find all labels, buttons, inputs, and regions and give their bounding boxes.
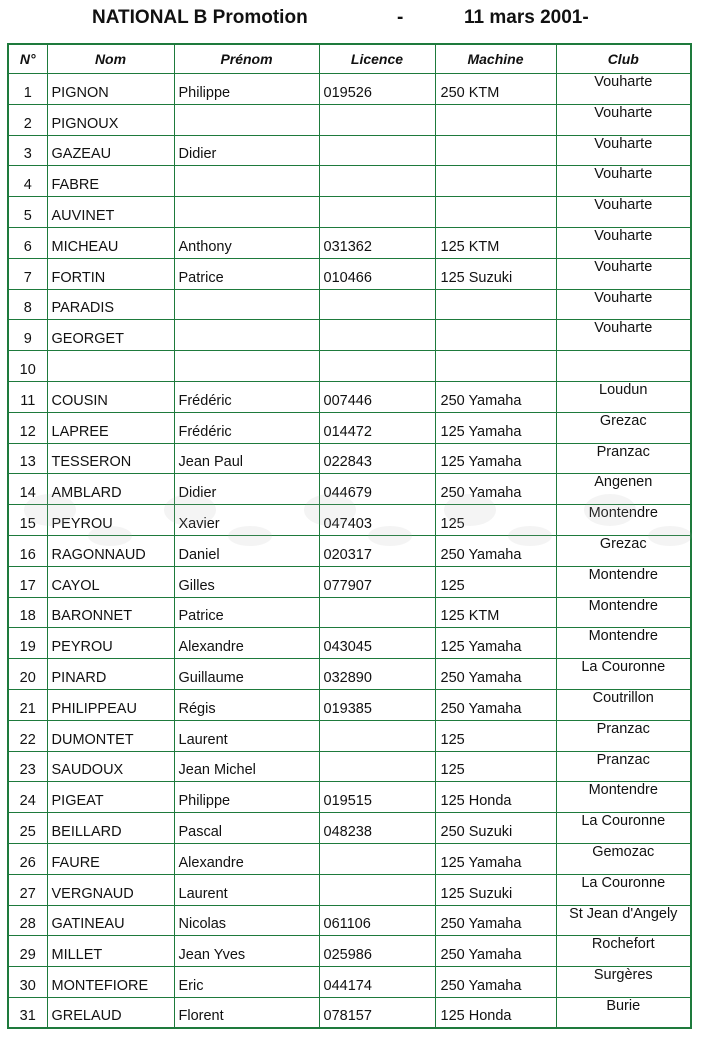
licence-number: 043045 [319, 628, 435, 659]
rider-last-name: SAUDOUX [47, 751, 174, 782]
rider-last-name: FABRE [47, 166, 174, 197]
rider-first-name: Patrice [174, 597, 319, 628]
row-number: 30 [8, 967, 47, 998]
rider-first-name: Jean Michel [174, 751, 319, 782]
machine: 250 Yamaha [435, 659, 556, 690]
rider-last-name: RAGONNAUD [47, 535, 174, 566]
column-header-prenom: Prénom [174, 44, 319, 74]
rider-first-name: Philippe [174, 782, 319, 813]
table-row [8, 135, 691, 166]
rider-last-name: BARONNET [47, 597, 174, 628]
rider-last-name: PHILIPPEAU [47, 689, 174, 720]
machine: 250 Yamaha [435, 381, 556, 412]
club: Vouharte [556, 135, 691, 166]
licence-number: 077907 [319, 566, 435, 597]
club: Pranzac [556, 720, 691, 751]
rider-last-name: FAURE [47, 843, 174, 874]
rider-last-name: AMBLARD [47, 474, 174, 505]
table-row [8, 628, 691, 659]
rider-last-name: PIGNOUX [47, 104, 174, 135]
rider-last-name: GEORGET [47, 320, 174, 351]
machine: 250 Yamaha [435, 936, 556, 967]
rider-first-name [174, 166, 319, 197]
row-number: 14 [8, 474, 47, 505]
licence-number: 061106 [319, 905, 435, 936]
rider-last-name: AUVINET [47, 197, 174, 228]
rider-last-name: MICHEAU [47, 227, 174, 258]
row-number: 6 [8, 227, 47, 258]
rider-first-name: Philippe [174, 74, 319, 105]
rider-last-name: MILLET [47, 936, 174, 967]
entry-list-table [7, 43, 692, 1029]
rider-last-name: PIGNON [47, 74, 174, 105]
row-number: 16 [8, 535, 47, 566]
licence-number: 014472 [319, 412, 435, 443]
rider-last-name: PIGEAT [47, 782, 174, 813]
table-row [8, 197, 691, 228]
club: La Couronne [556, 874, 691, 905]
machine [435, 351, 556, 382]
row-number: 8 [8, 289, 47, 320]
rider-first-name [174, 320, 319, 351]
rider-last-name: PEYROU [47, 628, 174, 659]
table-row [8, 936, 691, 967]
licence-number: 022843 [319, 443, 435, 474]
rider-last-name: FORTIN [47, 258, 174, 289]
rider-first-name: Anthony [174, 227, 319, 258]
row-number: 11 [8, 381, 47, 412]
table-row [8, 258, 691, 289]
machine: 125 Yamaha [435, 443, 556, 474]
club: Vouharte [556, 258, 691, 289]
club: Angenen [556, 474, 691, 505]
event-date: 11 mars 2001- [464, 7, 589, 28]
rider-last-name: LAPREE [47, 412, 174, 443]
club: St Jean d'Angely [556, 905, 691, 936]
licence-number [319, 597, 435, 628]
club: Grezac [556, 535, 691, 566]
row-number: 10 [8, 351, 47, 382]
licence-number [319, 874, 435, 905]
table-row [8, 443, 691, 474]
licence-number: 047403 [319, 505, 435, 536]
rider-last-name: COUSIN [47, 381, 174, 412]
rider-last-name: GAZEAU [47, 135, 174, 166]
rider-last-name [47, 351, 174, 382]
machine: 125 Suzuki [435, 874, 556, 905]
rider-first-name: Gilles [174, 566, 319, 597]
rider-first-name: Alexandre [174, 843, 319, 874]
club: Vouharte [556, 104, 691, 135]
club: Gemozac [556, 843, 691, 874]
rider-first-name: Xavier [174, 505, 319, 536]
machine [435, 320, 556, 351]
table-row [8, 597, 691, 628]
club: Vouharte [556, 320, 691, 351]
table-row [8, 751, 691, 782]
page-title: NATIONAL B Promotion [92, 7, 308, 28]
row-number: 9 [8, 320, 47, 351]
rider-first-name [174, 289, 319, 320]
rider-last-name: VERGNAUD [47, 874, 174, 905]
club: Surgères [556, 967, 691, 998]
row-number: 21 [8, 689, 47, 720]
licence-number [319, 751, 435, 782]
licence-number [319, 289, 435, 320]
club: Pranzac [556, 443, 691, 474]
machine: 250 Suzuki [435, 813, 556, 844]
rider-first-name [174, 197, 319, 228]
rider-last-name: PARADIS [47, 289, 174, 320]
row-number: 15 [8, 505, 47, 536]
club: Vouharte [556, 227, 691, 258]
machine: 250 KTM [435, 74, 556, 105]
machine [435, 135, 556, 166]
table-row [8, 74, 691, 105]
row-number: 31 [8, 997, 47, 1028]
machine: 250 Yamaha [435, 535, 556, 566]
machine: 125 Yamaha [435, 843, 556, 874]
table-row [8, 813, 691, 844]
row-number: 19 [8, 628, 47, 659]
table-row [8, 104, 691, 135]
machine: 125 Yamaha [435, 628, 556, 659]
licence-number: 010466 [319, 258, 435, 289]
rider-last-name: CAYOL [47, 566, 174, 597]
rider-first-name: Didier [174, 474, 319, 505]
row-number: 7 [8, 258, 47, 289]
table-row [8, 997, 691, 1028]
club: Montendre [556, 505, 691, 536]
column-header-licence: Licence [319, 44, 435, 74]
licence-number: 048238 [319, 813, 435, 844]
machine: 125 [435, 751, 556, 782]
table-row [8, 659, 691, 690]
table-row [8, 782, 691, 813]
rider-first-name [174, 104, 319, 135]
table-row [8, 905, 691, 936]
row-number: 26 [8, 843, 47, 874]
club: Vouharte [556, 74, 691, 105]
row-number: 3 [8, 135, 47, 166]
rider-first-name: Pascal [174, 813, 319, 844]
licence-number: 019515 [319, 782, 435, 813]
machine: 125 [435, 566, 556, 597]
rider-first-name: Florent [174, 997, 319, 1028]
club: Pranzac [556, 751, 691, 782]
table-row [8, 474, 691, 505]
page-header [0, 5, 707, 31]
club: Vouharte [556, 289, 691, 320]
table-row [8, 320, 691, 351]
machine: 125 KTM [435, 227, 556, 258]
machine: 250 Yamaha [435, 689, 556, 720]
table-row [8, 535, 691, 566]
club: Montendre [556, 566, 691, 597]
rider-first-name: Laurent [174, 874, 319, 905]
machine [435, 197, 556, 228]
rider-first-name: Didier [174, 135, 319, 166]
row-number: 23 [8, 751, 47, 782]
rider-last-name: PEYROU [47, 505, 174, 536]
club: Rochefort [556, 936, 691, 967]
row-number: 28 [8, 905, 47, 936]
table-row [8, 720, 691, 751]
licence-number: 007446 [319, 381, 435, 412]
machine: 250 Yamaha [435, 967, 556, 998]
machine [435, 104, 556, 135]
licence-number [319, 166, 435, 197]
table-row [8, 289, 691, 320]
rider-first-name: Patrice [174, 258, 319, 289]
licence-number: 078157 [319, 997, 435, 1028]
rider-first-name: Frédéric [174, 381, 319, 412]
rider-last-name: DUMONTET [47, 720, 174, 751]
rider-first-name: Daniel [174, 535, 319, 566]
rider-first-name: Jean Yves [174, 936, 319, 967]
rider-last-name: GRELAUD [47, 997, 174, 1028]
licence-number: 044174 [319, 967, 435, 998]
column-header-machine: Machine [435, 44, 556, 74]
club: Loudun [556, 381, 691, 412]
club: La Couronne [556, 813, 691, 844]
rider-first-name: Eric [174, 967, 319, 998]
row-number: 22 [8, 720, 47, 751]
rider-first-name: Guillaume [174, 659, 319, 690]
title-separator: - [397, 7, 404, 28]
table-row [8, 227, 691, 258]
licence-number: 044679 [319, 474, 435, 505]
machine: 125 [435, 505, 556, 536]
row-number: 13 [8, 443, 47, 474]
row-number: 5 [8, 197, 47, 228]
table-row [8, 381, 691, 412]
column-header-nom: Nom [47, 44, 174, 74]
club: Montendre [556, 782, 691, 813]
rider-last-name: GATINEAU [47, 905, 174, 936]
club: Grezac [556, 412, 691, 443]
club: La Couronne [556, 659, 691, 690]
row-number: 18 [8, 597, 47, 628]
row-number: 27 [8, 874, 47, 905]
licence-number [319, 104, 435, 135]
machine: 125 Honda [435, 997, 556, 1028]
table-row [8, 874, 691, 905]
row-number: 29 [8, 936, 47, 967]
table-row [8, 412, 691, 443]
row-number: 12 [8, 412, 47, 443]
club [556, 351, 691, 382]
licence-number: 032890 [319, 659, 435, 690]
rider-last-name: MONTEFIORE [47, 967, 174, 998]
licence-number: 020317 [319, 535, 435, 566]
row-number: 20 [8, 659, 47, 690]
row-number: 25 [8, 813, 47, 844]
rider-first-name: Laurent [174, 720, 319, 751]
machine: 250 Yamaha [435, 905, 556, 936]
machine: 125 [435, 720, 556, 751]
licence-number: 025986 [319, 936, 435, 967]
table-row [8, 166, 691, 197]
machine [435, 289, 556, 320]
licence-number: 019526 [319, 74, 435, 105]
table-row [8, 967, 691, 998]
club: Burie [556, 997, 691, 1028]
rider-first-name: Frédéric [174, 412, 319, 443]
licence-number: 019385 [319, 689, 435, 720]
licence-number [319, 320, 435, 351]
rider-last-name: BEILLARD [47, 813, 174, 844]
club: Vouharte [556, 166, 691, 197]
machine: 125 Honda [435, 782, 556, 813]
licence-number: 031362 [319, 227, 435, 258]
rider-first-name [174, 351, 319, 382]
table-header-row [8, 44, 691, 74]
club: Montendre [556, 628, 691, 659]
licence-number [319, 135, 435, 166]
machine: 250 Yamaha [435, 474, 556, 505]
column-header-number: N° [8, 44, 47, 74]
rider-first-name: Jean Paul [174, 443, 319, 474]
rider-first-name: Alexandre [174, 628, 319, 659]
table-row [8, 566, 691, 597]
club: Montendre [556, 597, 691, 628]
table-row [8, 505, 691, 536]
machine: 125 Suzuki [435, 258, 556, 289]
licence-number [319, 351, 435, 382]
machine: 125 KTM [435, 597, 556, 628]
table-row [8, 351, 691, 382]
row-number: 1 [8, 74, 47, 105]
rider-first-name: Nicolas [174, 905, 319, 936]
row-number: 17 [8, 566, 47, 597]
row-number: 24 [8, 782, 47, 813]
club: Coutrillon [556, 689, 691, 720]
table-row [8, 843, 691, 874]
table-row [8, 689, 691, 720]
rider-last-name: PINARD [47, 659, 174, 690]
machine: 125 Yamaha [435, 412, 556, 443]
licence-number [319, 843, 435, 874]
licence-number [319, 197, 435, 228]
licence-number [319, 720, 435, 751]
rider-last-name: TESSERON [47, 443, 174, 474]
club: Vouharte [556, 197, 691, 228]
rider-first-name: Régis [174, 689, 319, 720]
machine [435, 166, 556, 197]
row-number: 2 [8, 104, 47, 135]
row-number: 4 [8, 166, 47, 197]
column-header-club: Club [556, 44, 691, 74]
